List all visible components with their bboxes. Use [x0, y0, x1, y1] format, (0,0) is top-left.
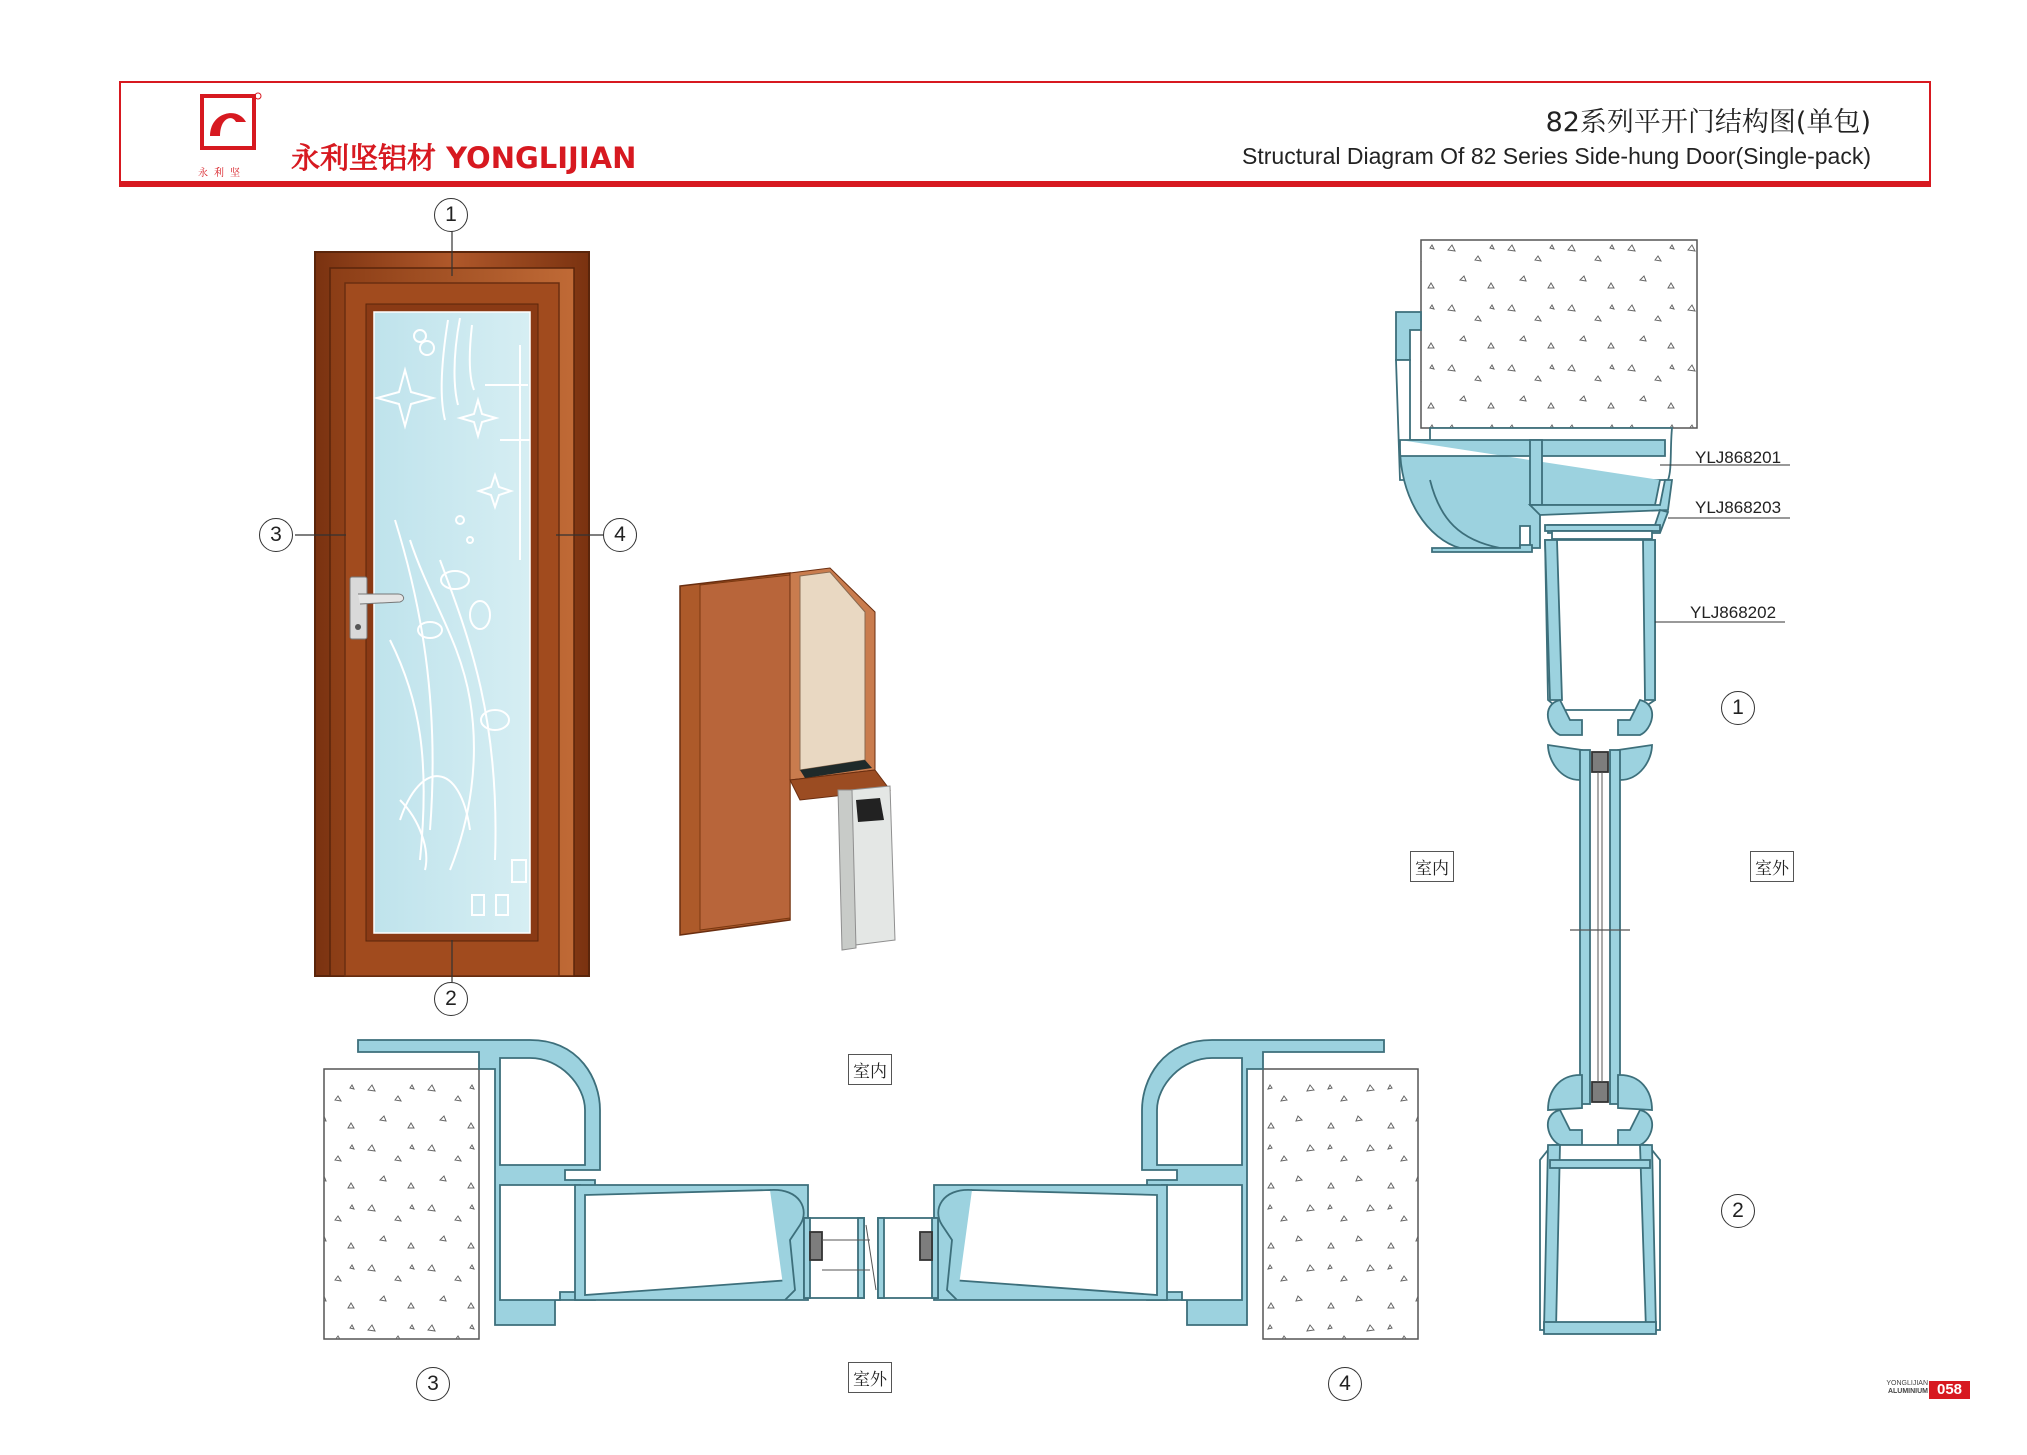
profile-code-2: YLJ868203	[1695, 498, 1782, 517]
glass-break-line	[866, 1225, 876, 1290]
page-title-cn: 82系列平开门结构图(单包)	[1545, 107, 1871, 138]
horizontal-section-left	[324, 1040, 870, 1339]
outdoor-label-bottom: 室外	[848, 1362, 892, 1393]
brand-name: 永利坚铝材 YONGLIJIAN	[291, 141, 637, 175]
footer-brand-line1: YONGLIJIAN	[1886, 1380, 1928, 1387]
vertical-section-drawing	[1396, 240, 1790, 1334]
page-number: 058	[1929, 1381, 1970, 1399]
section-callout-3: 3	[416, 1367, 450, 1401]
brand-small-text: 永利坚	[198, 168, 246, 179]
profile-code-1: YLJ868201	[1695, 448, 1782, 467]
door-callout-right: 4	[603, 518, 637, 552]
indoor-label-right: 室内	[1410, 851, 1454, 882]
profile-code-3: YLJ868202	[1690, 603, 1777, 622]
door-callout-left: 3	[259, 518, 293, 552]
footer-brand	[1870, 1380, 1928, 1396]
door-illustration	[295, 231, 605, 982]
page-title-en: Structural Diagram Of 82 Series Side-hung Door(Single-pack)	[1242, 143, 1871, 169]
section-callout-1: 1	[1721, 691, 1755, 725]
indoor-label-bottom: 室内	[848, 1054, 892, 1085]
footer-brand-line2: ALUMINIUM	[1887, 1388, 1928, 1395]
door-callout-top: 1	[434, 198, 468, 232]
profile-3d-sample	[680, 568, 895, 950]
section-callout-4: 4	[1328, 1367, 1362, 1401]
horizontal-section-right	[878, 1040, 1418, 1339]
door-callout-bottom: 2	[434, 982, 468, 1016]
section-callout-2: 2	[1721, 1194, 1755, 1228]
outdoor-label-right: 室外	[1750, 851, 1794, 882]
